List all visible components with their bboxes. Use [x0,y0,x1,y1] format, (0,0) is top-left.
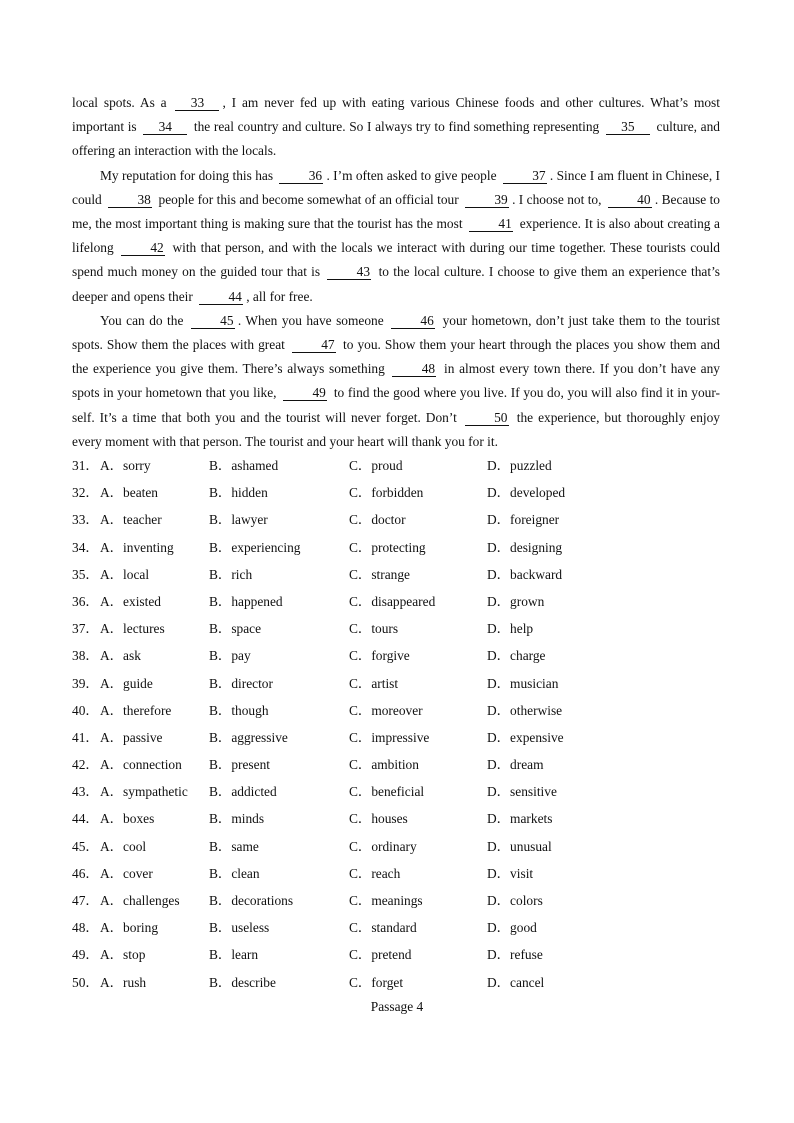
blank-44: 44 [199,289,243,305]
question-number: 48． [72,920,99,936]
option-c: C．pretend [349,947,412,963]
option-a: A．therefore [100,702,172,718]
blank-46: 46 [391,313,435,329]
blank-43: 43 [327,264,371,280]
option-d: D．grown [487,593,545,609]
passage-text [72,91,720,454]
option-d: D．colors [487,893,543,908]
blank-48: 48 [392,361,436,377]
option-b: B．minds [209,811,265,827]
option-c: C．proud [349,458,403,473]
option-b: B．experiencing [209,539,301,555]
option-c: C．moreover [349,702,423,718]
question-number: 31． [72,458,99,473]
option-c: C．tours [349,621,399,637]
option-d: D．charge [487,648,546,664]
option-a: A．boxes [100,811,155,827]
option-d: D．otherwise [487,702,563,718]
question-number: 39． [72,675,99,691]
option-row [72,565,720,592]
option-c: C．doctor [349,512,406,528]
passage-text-run: . When you have someone [237,312,389,328]
option-c: C．meanings [349,893,423,908]
option-b: B．learn [209,947,259,963]
option-row [72,809,720,836]
question-number: 42． [72,757,99,773]
passage-text-run: . I’m often asked to give people [326,167,500,183]
option-a: A．stop [100,947,146,963]
option-row [72,864,720,891]
option-d: D．puzzled [487,458,552,473]
passage-text-run: the real country and culture. So I always try to find something representing [190,119,603,135]
option-d: D．expensive [487,729,564,745]
option-a: A．boring [100,920,159,936]
option-b: B．decorations [209,893,294,908]
blank-38: 38 [108,192,152,208]
option-d: D．foreigner [487,512,560,528]
passage-text-run: . I choose not to, [512,191,605,207]
option-c: C．artist [349,675,399,691]
option-row [72,510,720,537]
option-row [72,701,720,728]
option-b: B．lawyer [209,512,268,528]
question-number: 49． [72,947,99,963]
option-c: C．ordinary [349,838,417,854]
option-a: A．cool [100,838,147,854]
option-b: B．clean [209,865,260,881]
option-d: D．dream [487,757,544,773]
option-row [72,728,720,755]
blank-41: 41 [469,216,513,232]
option-d: D．sensitive [487,784,557,800]
passage-text-run: , I am never fed up with eating various Chinese foods and other cultures. What’s most important is [72,95,720,135]
option-d: D．visit [487,865,534,881]
option-d: D．musician [487,675,559,691]
option-a: A．challenges [100,893,180,908]
option-c: C．forbidden [349,485,424,501]
option-d: D．developed [487,485,566,501]
option-d: D．help [487,621,534,637]
answer-options [72,456,720,1000]
option-b: B．rich [209,566,253,582]
question-number: 38． [72,648,99,664]
option-a: A．rush [100,974,147,990]
option-a: A．connection [100,757,182,773]
passage-text-run: people for this and become somewhat of an official tour [155,191,463,207]
passage-text-run: your hometown, don’t just take them to the tourist spots. Show them the places with great [72,312,721,353]
option-a: A．beaten [100,485,159,501]
passage-text-run: . Since I am fluent in Chinese, I could [72,167,721,207]
option-a: A．inventing [100,539,174,555]
passage-text-run: . Because to me, the most important thing is making sure that the tourist has the most [72,191,720,232]
question-number: 43． [72,784,99,800]
option-b: B．hidden [209,485,268,501]
option-row [72,918,720,945]
option-a: A．guide [100,675,153,691]
option-a: A．teacher [100,512,162,528]
question-number: 45． [72,838,99,854]
option-a: A．passive [100,729,163,745]
option-c: C．reach [349,865,401,881]
option-row [72,456,720,483]
option-c: C．disappeared [349,593,436,609]
passage-text-run: My reputation for doing this has [100,167,277,183]
passage-text-run: with that person, and with the locals we interact with during our time together. These tourists could spend much money on the guided tour that is [72,240,720,280]
blank-39: 39 [465,192,509,208]
paragraph-2 [72,164,720,309]
passage-text-run: to find the good where you live. If you do, you will also find it in your- self. It’s a time that both you and the tourist will never forget. Don’t [72,385,720,425]
question-number: 40． [72,702,99,718]
option-row [72,674,720,701]
option-b: B．useless [209,920,270,936]
option-a: A．sorry [100,458,151,473]
passage-text-run: experience. It is also about creating a lifelong [72,216,720,256]
option-row [72,619,720,646]
blank-34: 34 [143,119,187,135]
passage-heading: Passage 4 [370,999,424,1014]
option-a: A．local [100,566,150,582]
blank-36: 36 [279,168,323,184]
option-row [72,755,720,782]
option-c: C．strange [349,566,410,582]
option-d: D．unusual [487,838,552,854]
option-b: B．same [209,838,259,854]
passage-text-run: the experience, but thoroughly enjoy every moment with that person. The tourist and your heart will thank you for it. [72,409,720,449]
blank-45: 45 [191,313,235,329]
option-d: D．backward [487,566,563,582]
paragraph-3 [72,309,720,454]
option-d: D．cancel [487,974,545,990]
passage-text-run: to the local culture. I choose to give them an experience that’s deeper and opens their [72,264,721,304]
passage-text-run: in almost every town there. If you don’t have any spots in your hometown that you like, [72,361,720,401]
option-c: C．impressive [349,729,430,745]
option-b: B．pay [209,648,251,664]
option-c: C．forgive [349,648,410,664]
blank-33: 33 [175,95,219,111]
question-number: 34． [72,539,99,555]
option-row [72,782,720,809]
option-b: B．addicted [209,784,277,800]
option-a: A．lectures [100,621,165,637]
blank-35: 35 [606,119,650,135]
passage-text-run: to you. Show them your heart through the places you show them and the experience you give them. There’s always something [72,337,720,377]
passage-text-run: , all for free. [246,288,313,304]
option-d: D．designing [487,539,563,555]
option-c: C．ambition [349,757,419,773]
option-b: B．director [209,675,273,691]
option-c: C．standard [349,920,417,936]
question-number: 50． [72,974,99,990]
option-row [72,646,720,673]
option-a: A．cover [100,865,153,881]
option-a: A．ask [100,648,141,664]
question-number: 44． [72,811,99,827]
option-row [72,837,720,864]
question-number: 36． [72,593,99,609]
option-row [72,891,720,918]
option-row [72,538,720,565]
question-number: 37． [72,621,99,637]
option-c: C．beneficial [349,784,425,800]
question-number: 35． [72,566,99,582]
option-c: C．protecting [349,539,426,555]
blank-50: 50 [465,410,509,426]
blank-40: 40 [608,192,652,208]
question-number: 47． [72,893,99,908]
blank-47: 47 [292,337,336,353]
option-b: B．though [209,702,269,718]
option-c: C．houses [349,811,408,827]
question-number: 41． [72,729,99,745]
passage-text-run: culture, and offering an interaction with the locals. [72,119,720,159]
blank-49: 49 [283,385,327,401]
option-b: B．present [209,757,270,773]
passage-text-run: local spots. As a [72,95,173,110]
option-row [72,945,720,972]
question-number: 32． [72,485,99,501]
option-b: B．describe [209,974,276,990]
option-b: B．ashamed [209,458,279,473]
paragraph-1 [72,91,720,164]
option-c: C．forget [349,974,404,990]
option-b: B．happened [209,593,283,609]
option-row [72,592,720,619]
option-d: D．refuse [487,947,543,963]
blank-37: 37 [503,168,547,184]
option-b: B．space [209,621,262,637]
option-row [72,483,720,510]
question-number: 46． [72,865,99,881]
blank-42: 42 [121,240,165,256]
option-b: B．aggressive [209,729,288,745]
passage-text-run: You can do the [100,312,188,328]
option-d: D．good [487,920,537,936]
option-a: A．existed [100,593,161,609]
option-row [72,973,720,1000]
option-d: D．markets [487,811,553,827]
question-number: 33． [72,512,99,528]
option-a: A．sympathetic [100,784,188,800]
